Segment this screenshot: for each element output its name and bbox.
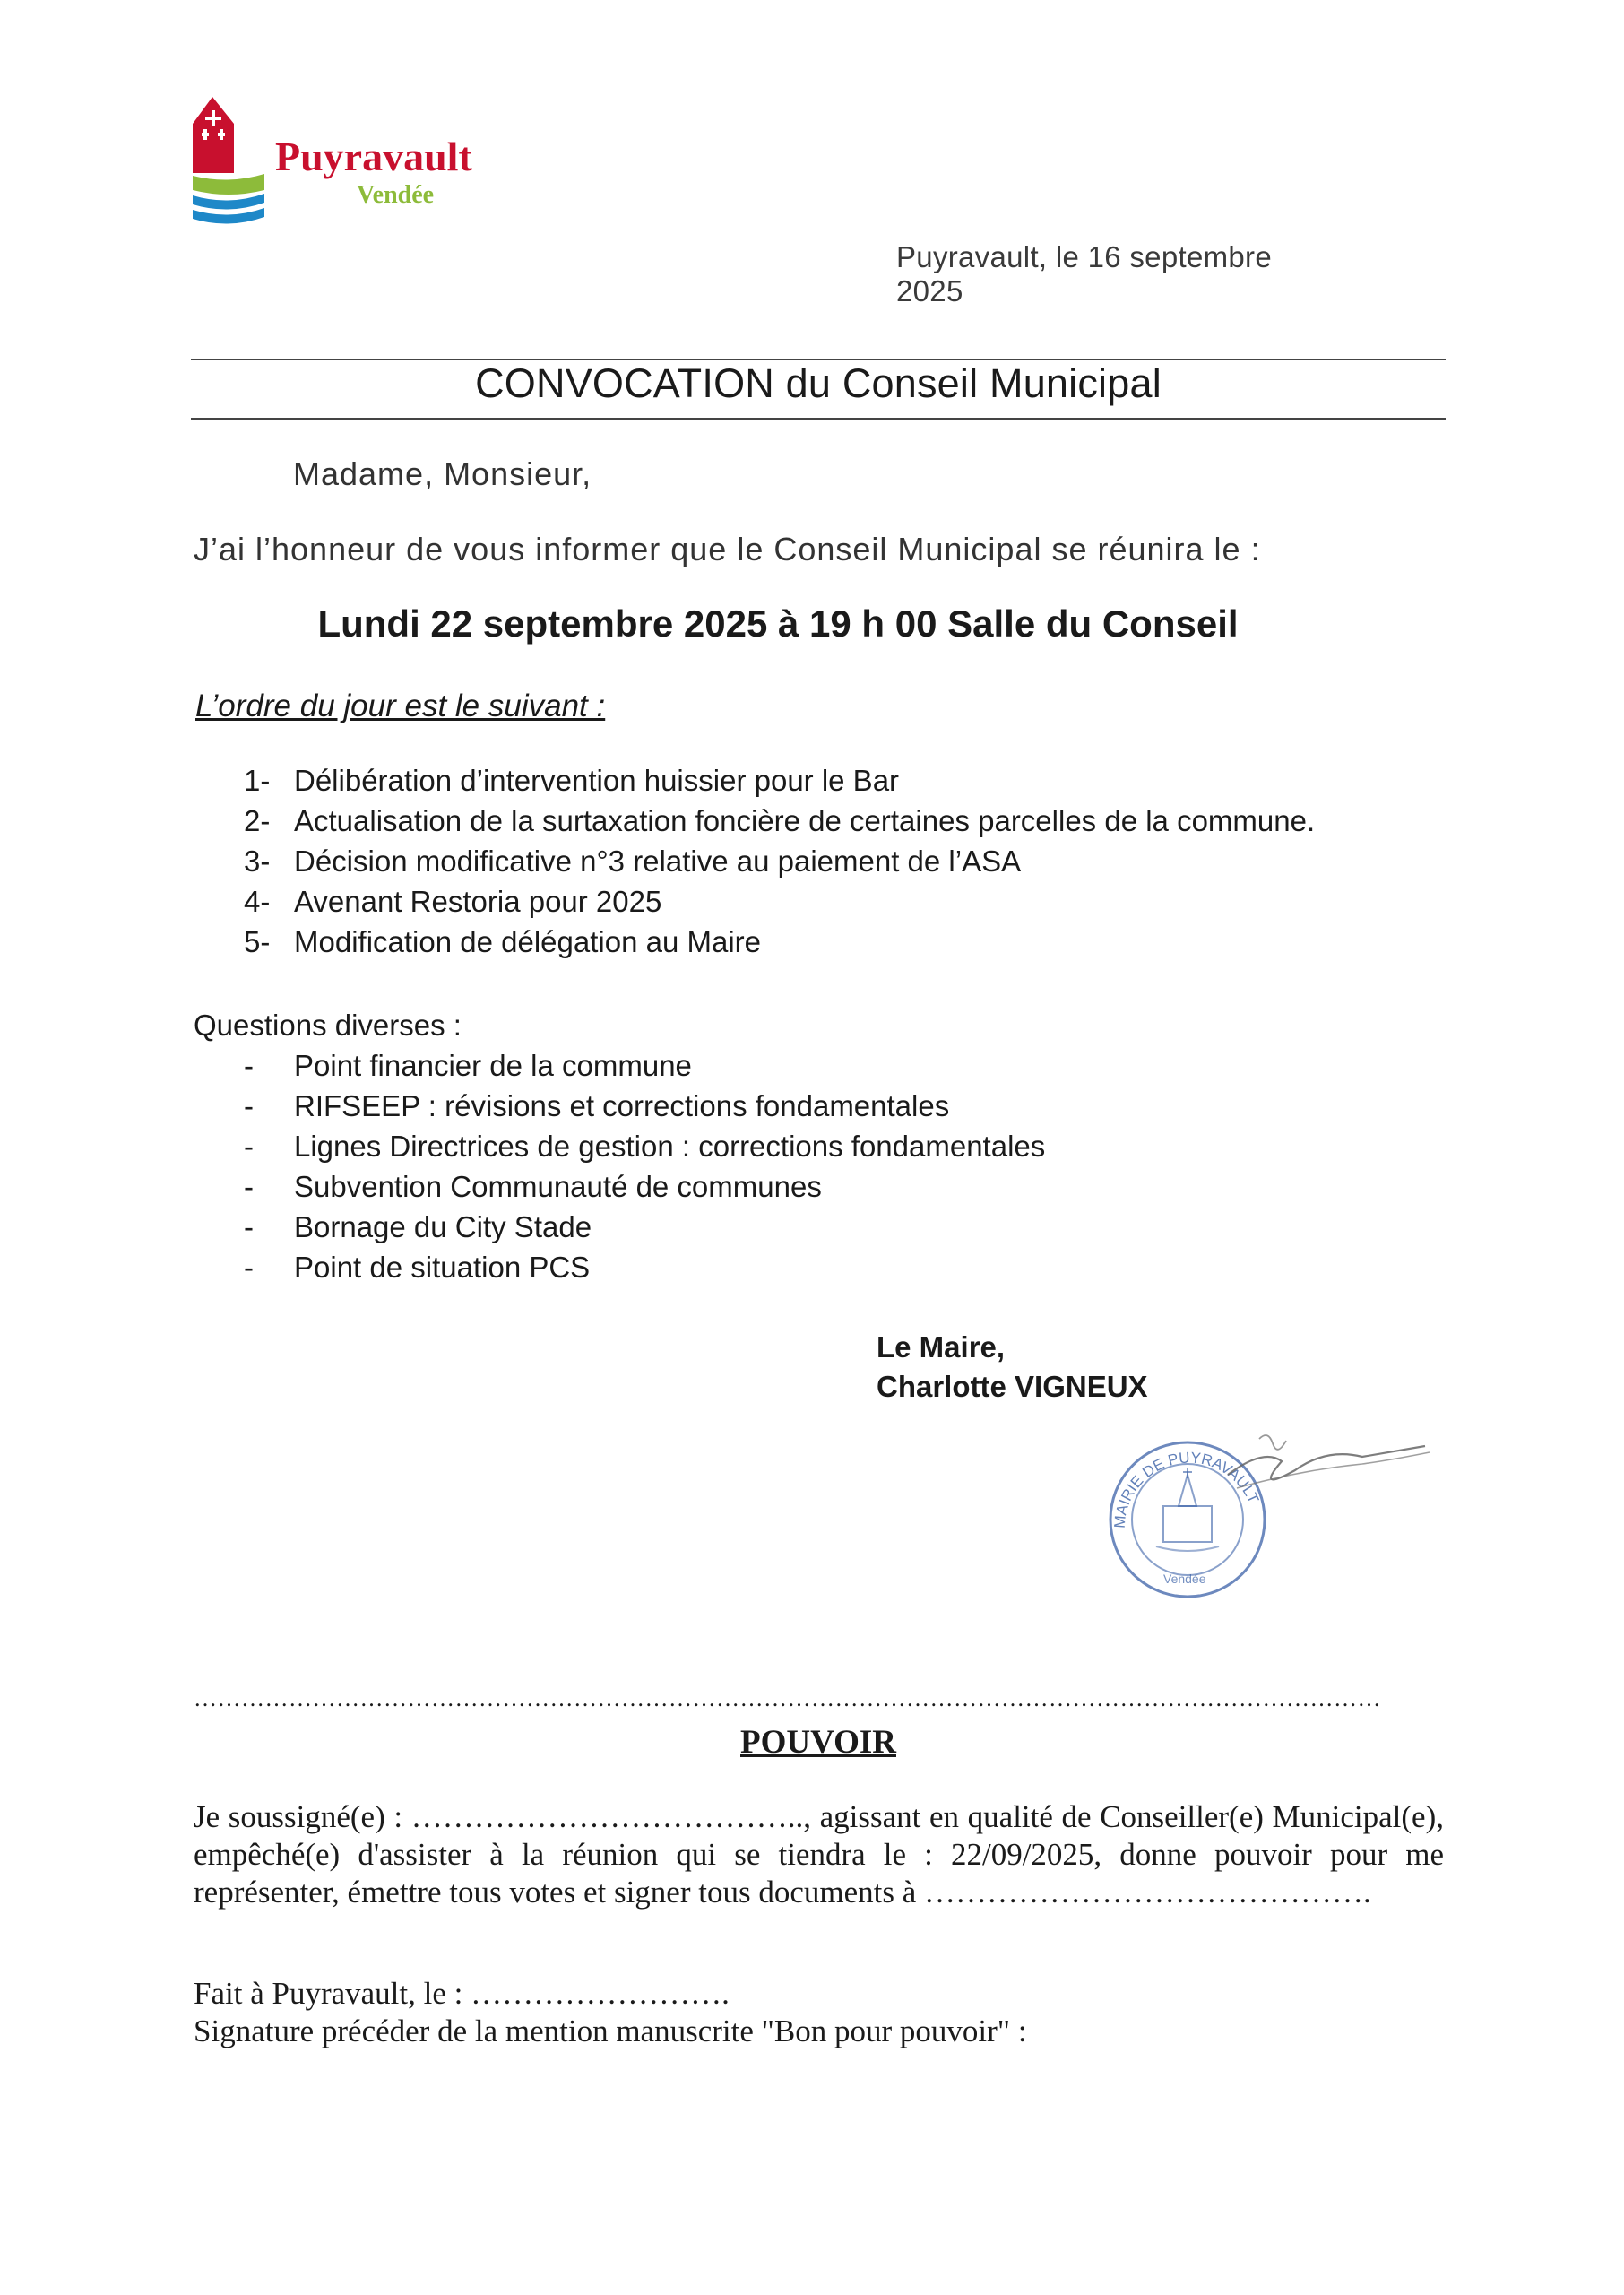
agenda-item-text: Actualisation de la surtaxation foncière de certaines parcelles de la commune. xyxy=(294,804,1316,837)
salutation: Madame, Monsieur, xyxy=(293,455,592,492)
meeting-details: Lundi 22 septembre 2025 à 19 h 00 Salle du Conseil xyxy=(317,602,1239,645)
agenda-heading: L’ordre du jour est le suivant : xyxy=(195,688,606,723)
stamp-text: MAIRIE DE PUYRAVAULT xyxy=(1110,1449,1263,1529)
official-stamp xyxy=(1093,1421,1434,1600)
questions-title: Questions diverses : xyxy=(194,1009,462,1042)
logo-name: Puyravault xyxy=(275,134,472,179)
agenda-item-number: 4- xyxy=(244,885,271,918)
question-bullet: - xyxy=(244,1049,254,1082)
question-text: RIFSEEP : révisions et corrections fondamentales xyxy=(294,1089,950,1122)
date-line: Puyravault, le 16 septembre 2025 xyxy=(896,240,1272,307)
agenda-item-text: Avenant Restoria pour 2025 xyxy=(294,885,662,918)
agenda-item-text: Décision modificative n°3 relative au paiement de l’ASA xyxy=(294,844,1022,878)
stamp-region: Vendée xyxy=(1163,1572,1206,1586)
document-title: CONVOCATION du Conseil Municipal xyxy=(475,360,1162,406)
question-bullet: - xyxy=(244,1130,254,1163)
agenda-item-number: 5- xyxy=(244,925,271,958)
fait-a-line: Fait à Puyravault, le : ……………………. xyxy=(194,1976,730,2011)
question-text: Lignes Directrices de gestion : corrections fondamentales xyxy=(294,1130,1046,1163)
agenda-item-number: 2- xyxy=(244,804,271,837)
question-bullet: - xyxy=(244,1210,254,1243)
intro-text: J’ai l’honneur de vous informer que le Conseil Municipal se réunira le : xyxy=(194,531,1261,567)
dotted-separator: …………………………………………………………………………………………………………………………………… xyxy=(194,1685,1381,1711)
puyravault-logo xyxy=(193,97,481,231)
question-bullet: - xyxy=(244,1251,254,1284)
agenda-item-number: 3- xyxy=(244,844,271,878)
question-bullet: - xyxy=(244,1170,254,1203)
question-text: Bornage du City Stade xyxy=(294,1210,592,1243)
pouvoir-title: POUVOIR xyxy=(740,1724,896,1761)
stamp-seal-icon xyxy=(1093,1421,1434,1600)
question-text: Point de situation PCS xyxy=(294,1251,591,1284)
agenda-item-text: Délibération d’intervention huissier pour le Bar xyxy=(294,764,900,797)
title-bottom-rule xyxy=(191,418,1446,420)
mayor-title: Le Maire, xyxy=(877,1330,1006,1364)
agenda-item-text: Modification de délégation au Maire xyxy=(294,925,761,958)
mayor-name: Charlotte VIGNEUX xyxy=(877,1370,1148,1403)
agenda-item-number: 1- xyxy=(244,764,271,797)
question-text: Subvention Communauté de communes xyxy=(294,1170,822,1203)
logo-region: Vendée xyxy=(357,181,435,209)
question-bullet: - xyxy=(244,1089,254,1122)
question-text: Point financier de la commune xyxy=(294,1049,692,1082)
signature-note: Signature précéder de la mention manuscrite "Bon pour pouvoir" : xyxy=(194,2014,1027,2048)
pouvoir-body: Je soussigné(e) : ……………………………….., agissant en qualité de Conseiller(e) Municipal(e), empêché(e) d'assister à la réunion qui se tiendra le : 22/09/2025, donne pouvoir pour me représenter, émettre tous votes et signer tous documents à ……………………………………. xyxy=(194,1799,1444,1910)
